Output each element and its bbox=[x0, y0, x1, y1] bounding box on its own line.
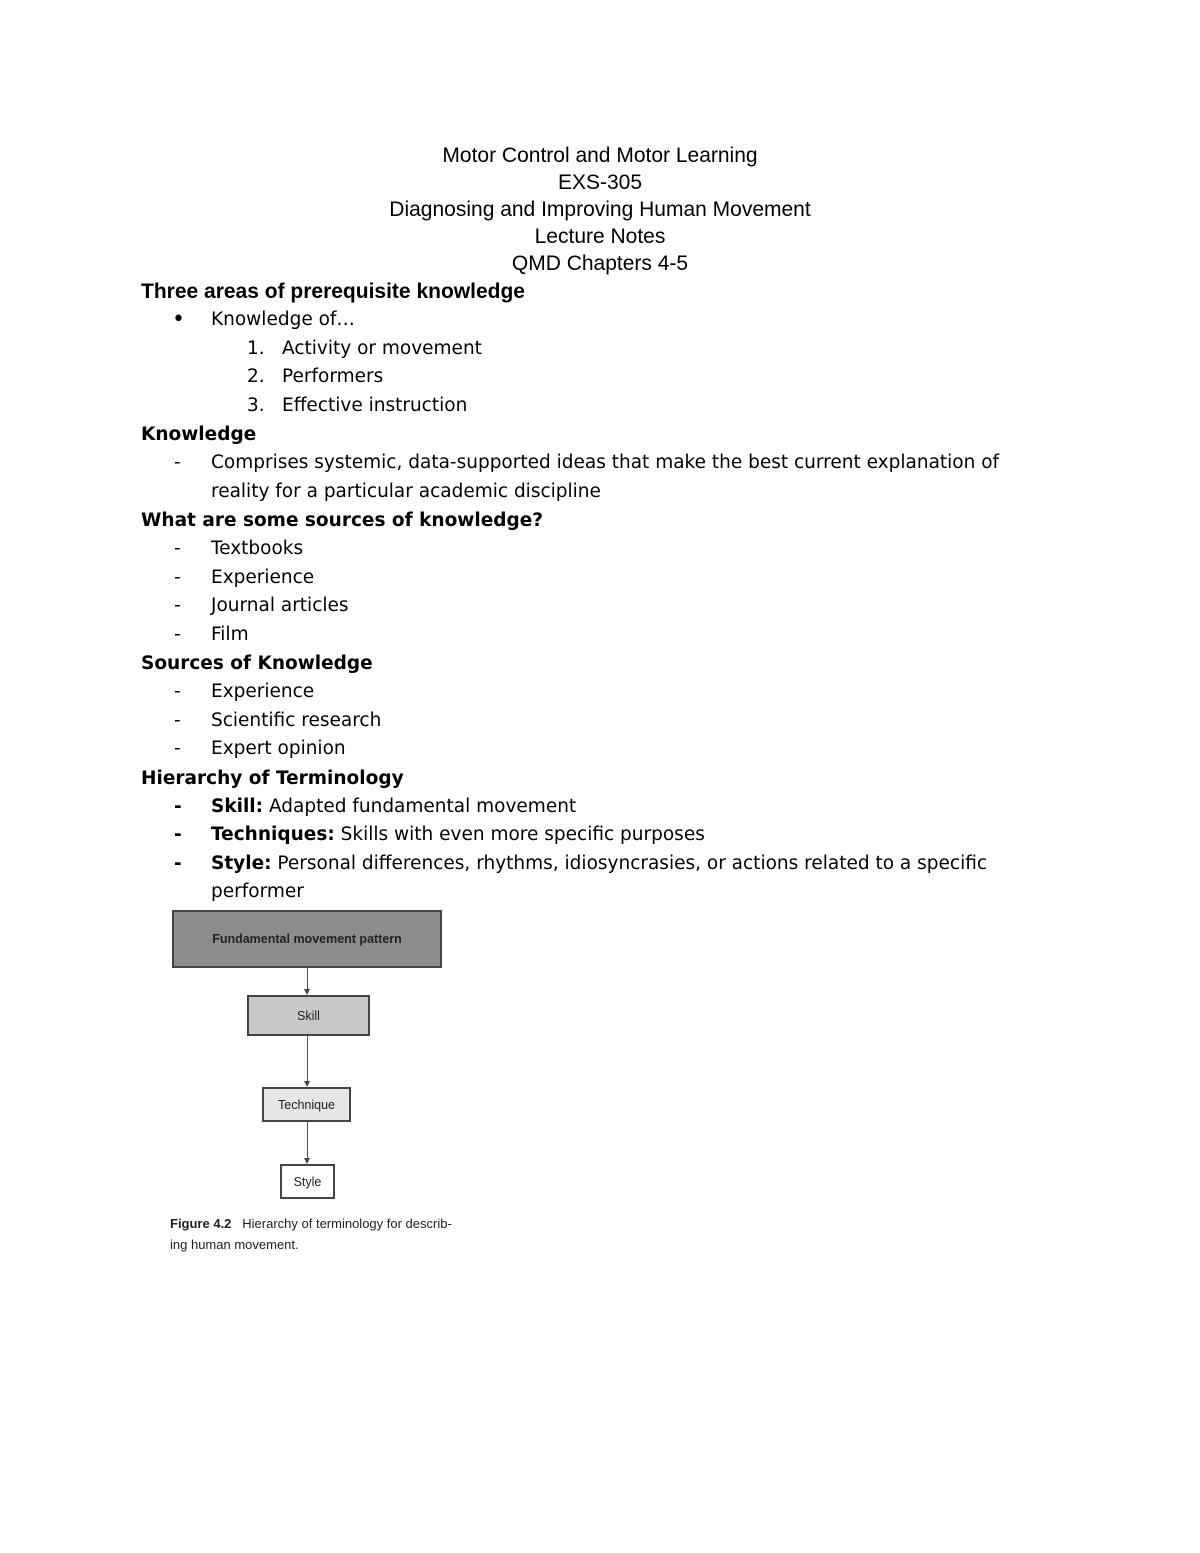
notes-body bbox=[141, 278, 1041, 907]
course-code: EXS-305 bbox=[557, 171, 643, 194]
list-item bbox=[141, 392, 1041, 421]
figure-caption-text: Hierarchy of terminology for describ-ing human movement. bbox=[170, 1216, 452, 1252]
dash-icon: - bbox=[174, 824, 182, 845]
section-heading-sources-question: What are some sources of knowledge? bbox=[141, 510, 544, 531]
list-item-text: Performers bbox=[282, 366, 384, 387]
list-item bbox=[141, 850, 1041, 907]
list-item bbox=[141, 335, 1041, 364]
figure-box-skill: Skill bbox=[247, 995, 370, 1036]
list-item-text: Journal articles bbox=[211, 595, 349, 616]
list-item-text: Comprises systemic, data-supported ideas that make the best current explanation of reality for a particular academic discipline bbox=[211, 452, 1000, 502]
list-item bbox=[141, 535, 1041, 564]
dash-icon: - bbox=[174, 738, 181, 759]
list-item bbox=[141, 306, 1041, 335]
dash-icon: - bbox=[174, 623, 181, 645]
list-item bbox=[141, 621, 1041, 650]
chapter-reference: QMD Chapters 4-5 bbox=[511, 252, 689, 275]
list-item-text bbox=[211, 821, 705, 850]
connector-line bbox=[307, 1036, 308, 1081]
document-type: Lecture Notes bbox=[534, 225, 666, 248]
hierarchy-figure bbox=[168, 905, 458, 1265]
bullet-icon: • bbox=[172, 307, 185, 332]
dash-icon: - bbox=[174, 452, 181, 473]
connector-line bbox=[307, 968, 308, 990]
list-item-text: Textbooks bbox=[211, 538, 304, 559]
course-title: Motor Control and Motor Learning bbox=[442, 144, 758, 167]
list-item-text bbox=[211, 793, 576, 822]
list-item-text: Film bbox=[211, 623, 249, 645]
term-definition: Adapted fundamental movement bbox=[263, 795, 577, 817]
dash-icon: - bbox=[174, 566, 181, 588]
figure-box-style: Style bbox=[280, 1164, 335, 1199]
term-label: Style: bbox=[211, 852, 272, 874]
list-number: 3. bbox=[247, 394, 265, 416]
course-topic: Diagnosing and Improving Human Movement bbox=[389, 198, 811, 221]
section-heading-knowledge: Knowledge bbox=[141, 424, 257, 445]
list-item-text: Knowledge of… bbox=[211, 309, 355, 330]
list-item bbox=[141, 449, 1041, 506]
list-item bbox=[141, 592, 1041, 621]
list-item bbox=[141, 564, 1041, 593]
section-heading-prereq: Three areas of prerequisite knowledge bbox=[141, 280, 525, 303]
term-label: Techniques: bbox=[211, 824, 335, 845]
list-item-text: Experience bbox=[211, 681, 315, 702]
list-number: 2. bbox=[247, 366, 265, 387]
connector-line bbox=[307, 1122, 308, 1158]
document-title-block bbox=[0, 142, 1200, 277]
term-definition: Skills with even more specific purposes bbox=[334, 824, 705, 845]
list-item bbox=[141, 793, 1041, 822]
figure-box-technique: Technique bbox=[262, 1087, 351, 1122]
figure-box-fundamental: Fundamental movement pattern bbox=[172, 910, 442, 968]
section-heading-hierarchy: Hierarchy of Terminology bbox=[141, 767, 404, 789]
dash-icon: - bbox=[174, 595, 181, 616]
list-item-text bbox=[211, 850, 1041, 907]
dash-icon: - bbox=[174, 709, 181, 731]
figure-number: Figure 4.2 bbox=[170, 1216, 232, 1231]
list-number: 1. bbox=[247, 337, 265, 359]
list-item-text: Effective instruction bbox=[282, 394, 468, 416]
dash-icon: - bbox=[174, 681, 181, 702]
dash-icon: - bbox=[174, 795, 182, 817]
list-item bbox=[141, 735, 1041, 764]
term-definition: Personal differences, rhythms, idiosyncrasies, or actions related to a specific performer bbox=[211, 852, 988, 902]
term-label: Skill: bbox=[211, 795, 264, 817]
list-item-text: Activity or movement bbox=[282, 337, 482, 359]
list-item-text: Experience bbox=[211, 566, 315, 588]
list-item-text: Expert opinion bbox=[211, 738, 346, 759]
list-item bbox=[141, 707, 1041, 736]
list-item bbox=[141, 678, 1041, 707]
list-item bbox=[141, 363, 1041, 392]
dash-icon: - bbox=[174, 852, 182, 874]
figure-caption bbox=[170, 1213, 460, 1255]
list-item bbox=[141, 821, 1041, 850]
section-heading-sources: Sources of Knowledge bbox=[141, 653, 373, 674]
list-item-text: Scientific research bbox=[211, 709, 382, 731]
dash-icon: - bbox=[174, 538, 181, 559]
